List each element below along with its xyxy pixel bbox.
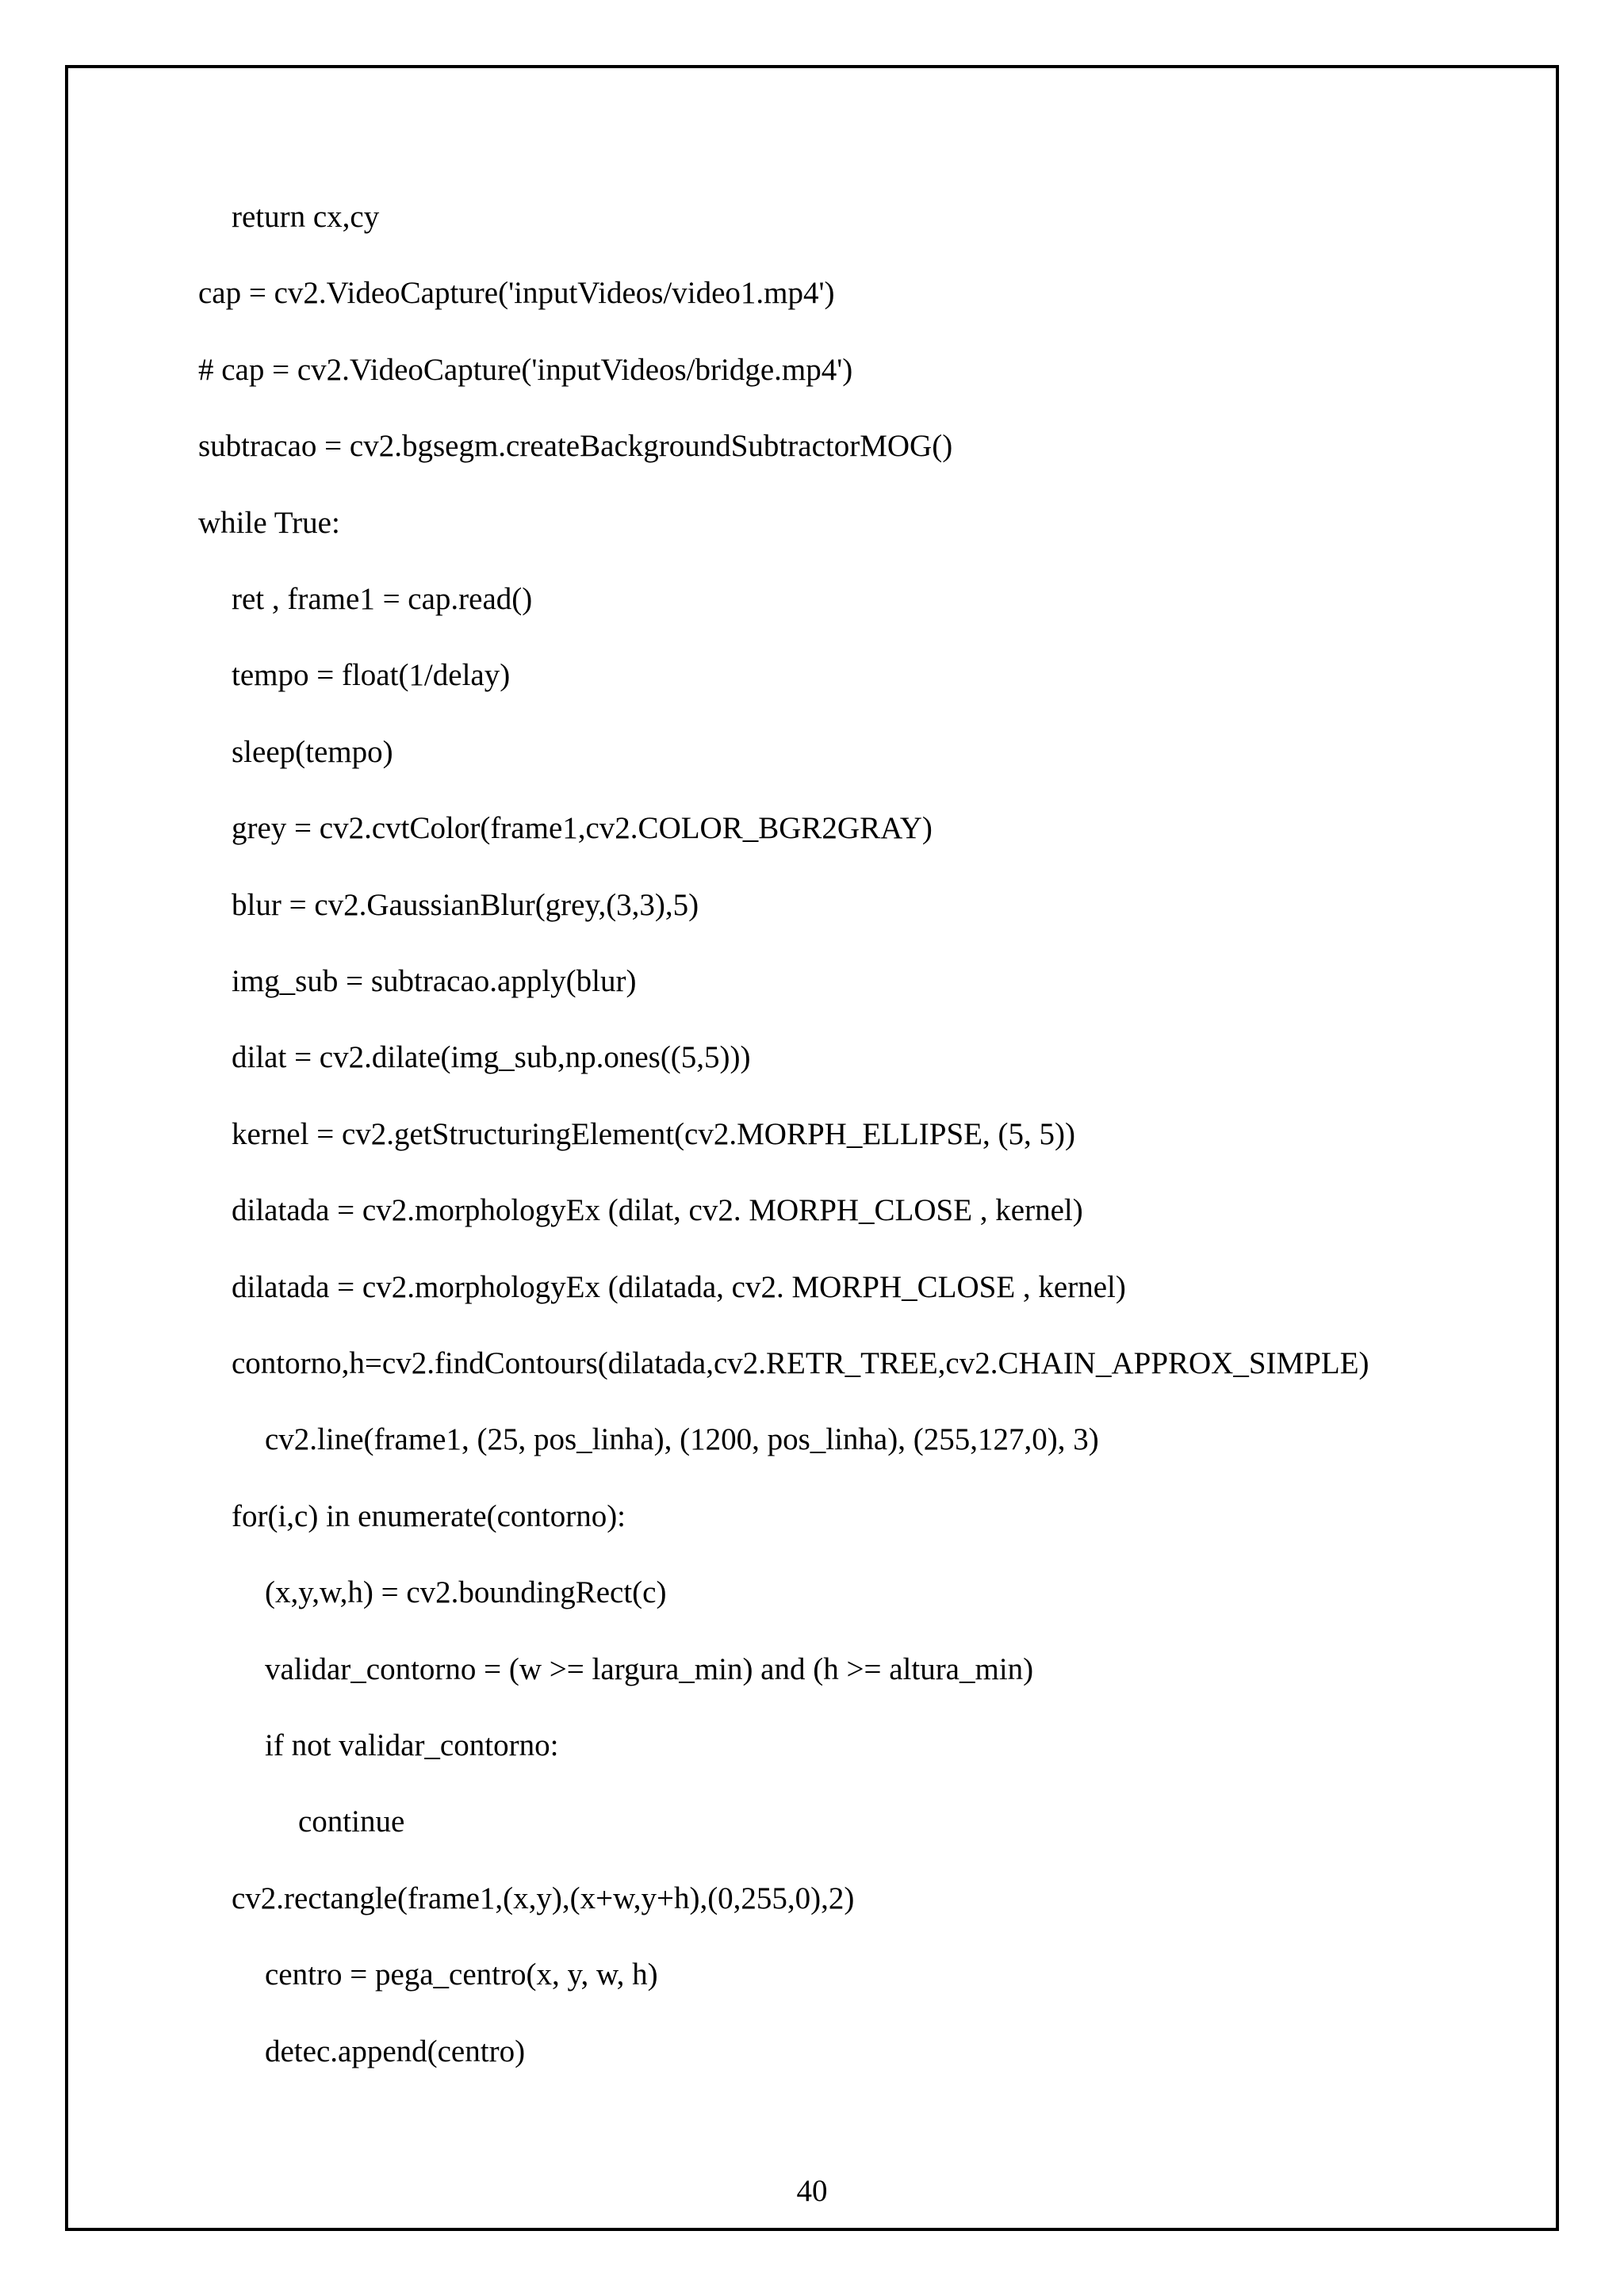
code-line: if not validar_contorno:	[265, 1728, 559, 1762]
code-line: centro = pega_centro(x, y, w, h)	[265, 1957, 658, 1992]
page-number: 40	[796, 2174, 828, 2208]
code-line: return cx,cy	[232, 200, 380, 234]
code-line: cv2.rectangle(frame1,(x,y),(x+w,y+h),(0,255,0),2)	[232, 1881, 855, 1915]
code-line: img_sub = subtracao.apply(blur)	[232, 964, 637, 998]
code-line: tempo = float(1/delay)	[232, 658, 511, 692]
code-line: ret , frame1 = cap.read()	[232, 582, 533, 616]
code-line: # cap = cv2.VideoCapture('inputVideos/bridge.mp4')	[198, 353, 853, 387]
code-line: contorno,h=cv2.findContours(dilatada,cv2.RETR_TREE,cv2.CHAIN_APPROX_SIMPLE)	[232, 1346, 1369, 1380]
code-line: detec.append(centro)	[265, 2034, 526, 2068]
code-line: (x,y,w,h) = cv2.boundingRect(c)	[265, 1575, 667, 1609]
code-line: kernel = cv2.getStructuringElement(cv2.MORPH_ELLIPSE, (5, 5))	[232, 1117, 1075, 1151]
code-line: for(i,c) in enumerate(contorno):	[232, 1499, 626, 1533]
code-line: continue	[298, 1804, 405, 1839]
code-line: dilat = cv2.dilate(img_sub,np.ones((5,5)))	[232, 1040, 751, 1074]
code-line: subtracao = cv2.bgsegm.createBackgroundSubtractorMOG()	[198, 429, 953, 463]
code-line: cap = cv2.VideoCapture('inputVideos/video1.mp4')	[198, 276, 835, 310]
code-line: dilatada = cv2.morphologyEx (dilatada, cv2. MORPH_CLOSE , kernel)	[232, 1270, 1126, 1304]
code-line: cv2.line(frame1, (25, pos_linha), (1200, pos_linha), (255,127,0), 3)	[265, 1422, 1099, 1456]
code-line: sleep(tempo)	[232, 735, 393, 769]
code-line: validar_contorno = (w >= largura_min) and (h >= altura_min)	[265, 1652, 1034, 1686]
code-line: blur = cv2.GaussianBlur(grey,(3,3),5)	[232, 888, 699, 922]
code-line: dilatada = cv2.morphologyEx (dilat, cv2. MORPH_CLOSE , kernel)	[232, 1193, 1083, 1227]
code-line: while True:	[198, 506, 340, 540]
code-line: grey = cv2.cvtColor(frame1,cv2.COLOR_BGR2GRAY)	[232, 811, 933, 845]
